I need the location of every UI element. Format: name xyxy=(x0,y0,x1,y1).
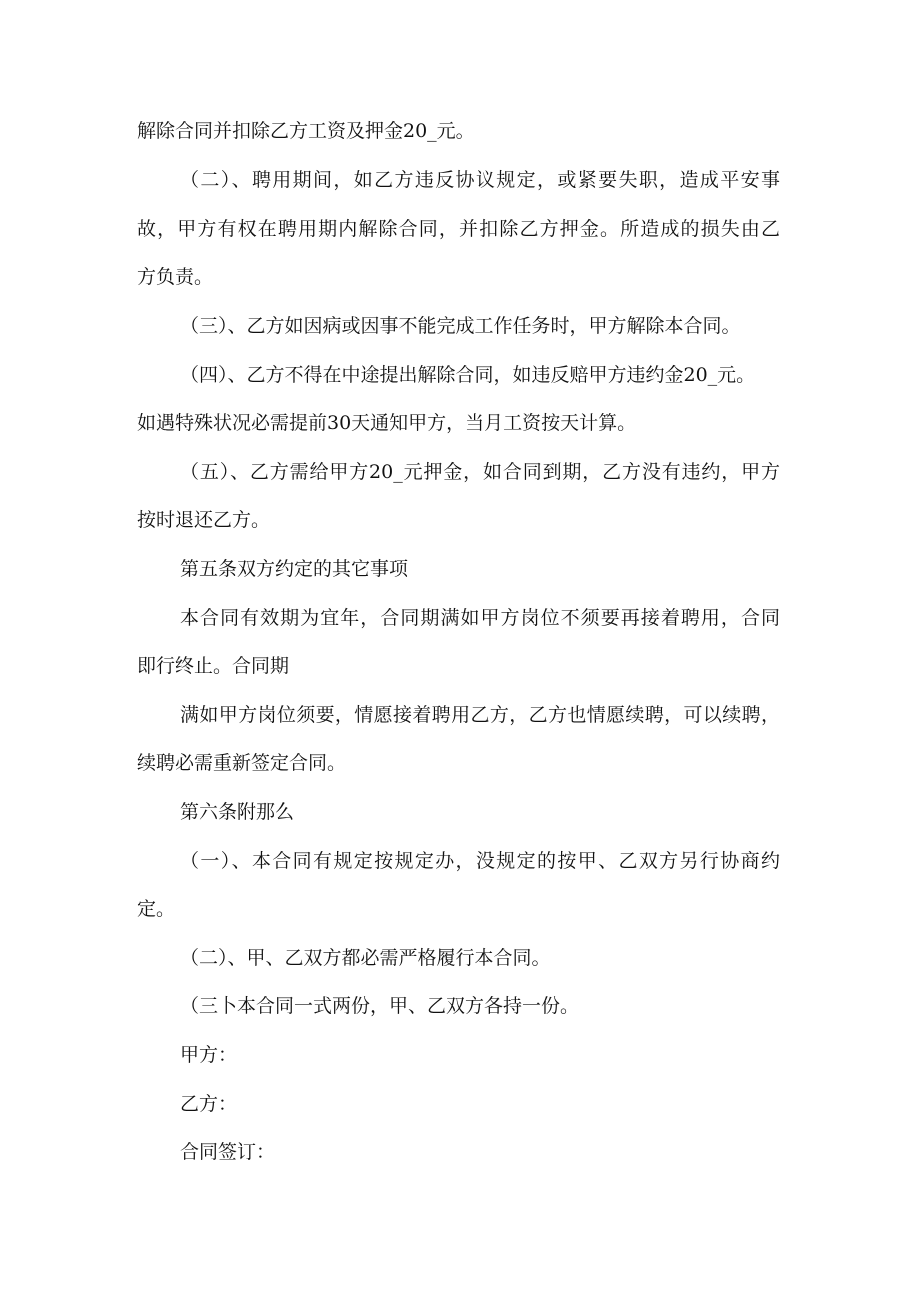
clause-3-line: （三）、乙方如因病或因事不能完成工作任务时，甲方解除本合同。 xyxy=(180,315,741,337)
article-5-heading: 第五条双方约定的其它事项 xyxy=(180,558,409,580)
body-text-line: 解除合同并扣除乙方工资及押金20_元。 xyxy=(137,120,475,142)
body-text-line: 按时退还乙方。 xyxy=(137,509,271,531)
clause-4-line: （四）、乙方不得在中途提出解除合同，如违反赔甲方违约金20_元。 xyxy=(180,364,756,386)
party-b-label: 乙方： xyxy=(180,1093,238,1115)
body-text-line: 如遇特殊状况必需提前30天通知甲方，当月工资按天计算。 xyxy=(137,412,637,434)
body-text-line: 即行终止。合同期 xyxy=(137,655,290,677)
clause-6-1-line: （一）、本合同有规定按规定办，没规定的按甲、乙双方另行协商约 xyxy=(180,850,780,872)
contract-signing-label: 合同签订： xyxy=(180,1141,276,1163)
article-6-heading: 第六条附那么 xyxy=(180,801,295,823)
body-text-line: 方负责。 xyxy=(137,266,214,288)
body-text-line: 定。 xyxy=(137,898,176,920)
body-text-line: 本合同有效期为宜年，合同期满如甲方岗位不须要再接着聘用，合同 xyxy=(180,607,780,629)
party-a-label: 甲方： xyxy=(180,1044,238,1066)
body-text-line: 故，甲方有权在聘用期内解除合同，并扣除乙方押金。所造成的损失由乙 xyxy=(137,218,780,240)
body-text-line: 满如甲方岗位须要，情愿接着聘用乙方，乙方也情愿续聘，可以续聘， xyxy=(180,704,780,726)
clause-5-line: （五）、乙方需给甲方20_元押金，如合同到期，乙方没有违约，甲方 xyxy=(180,461,780,483)
body-text-line: 续聘必需重新签定合同。 xyxy=(137,752,347,774)
clause-2-2-line: （二）、聘用期间，如乙方违反协议规定，或紧要失职，造成平安事 xyxy=(180,169,780,191)
clause-6-3-line: （三卜本合同一式两份，甲、乙双方各持一份。 xyxy=(180,995,580,1017)
clause-6-2-line: （二）、甲、乙双方都必需严格履行本合同。 xyxy=(180,947,551,969)
